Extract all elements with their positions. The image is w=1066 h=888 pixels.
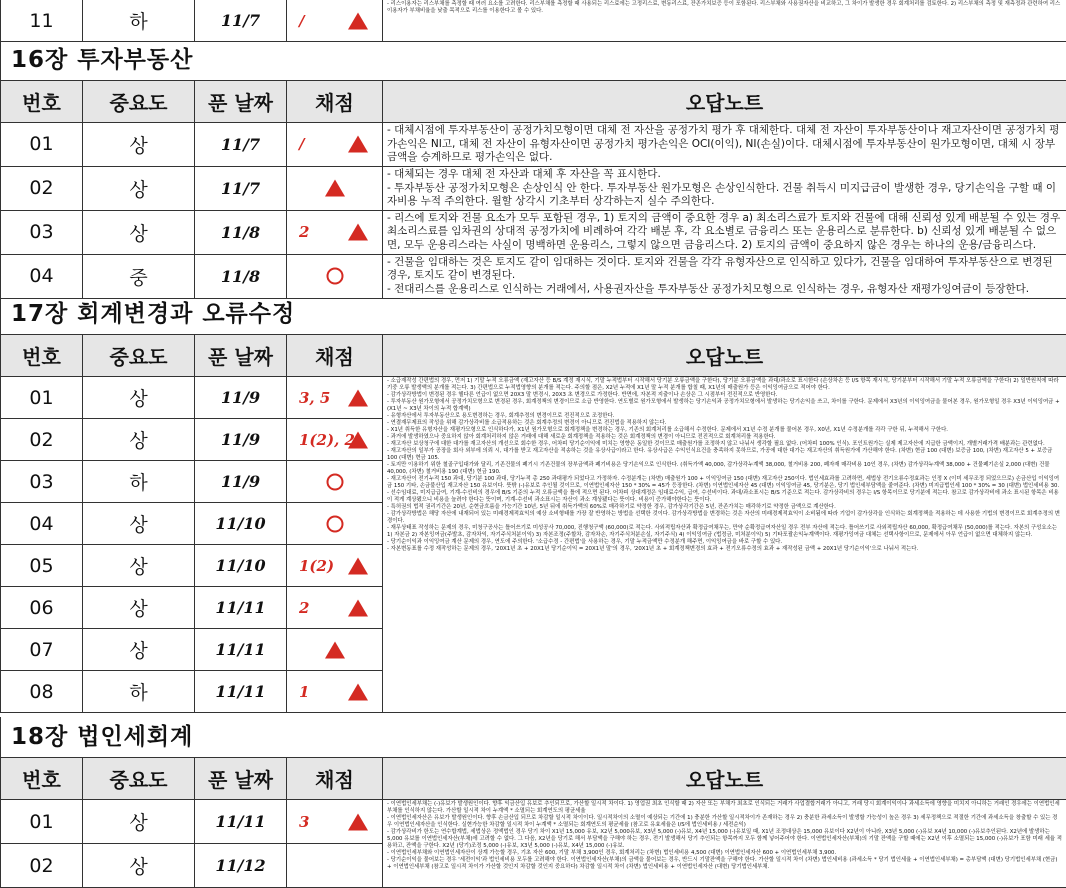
solved-date-cell: 11/8: [195, 254, 287, 298]
wrong-answer-note: - 건물을 임대하는 것은 토지도 같이 임대하는 것이다. 토지와 건물을 각각 유형자산으로 인식하고 있다가, 건물을 임대하여 투자부동산으로 변경된 경우, 토지도 같이 변경된다. - 전대리스를 운용리스로 인식하는 거래에서, 사용권자산을 투자부동산 공정가치모형으로 인식하는 경우, 유형자산 재평가잉여금이 등장한다.: [383, 254, 1066, 298]
row-number: 08: [1, 671, 83, 713]
row-number: 04: [1, 503, 83, 545]
row-number: 02: [1, 419, 83, 461]
importance-cell: 상: [83, 210, 195, 254]
solved-date-cell: 11/11: [195, 587, 287, 629]
score-mark: 3, 5: [299, 389, 330, 407]
score-mark: 2: [299, 599, 309, 617]
wrong-answer-note: - 대체되는 경우 대체 전 자산과 대체 후 자산을 꼭 표시한다. - 투자부동산 공정가치모형은 손상인식 안 한다. 투자부동산 원가모형은 손상인식한다. 건물 취득시 미지급금이 발생한 경우, 당기손익을 구할 때 이자비용 누적 주의한다. 월할 상각시 기초부터 상각하는지 실수 주의한다.: [383, 166, 1066, 210]
solved-date-cell: 11/11: [195, 671, 287, 713]
solved-date-cell: 11/7: [195, 0, 287, 42]
solved-date-cell: 11/11: [195, 629, 287, 671]
header-notes: 오답노트: [383, 335, 1066, 377]
row-number: 01: [1, 377, 83, 419]
score-cell: [287, 587, 383, 629]
importance-cell: 상: [83, 166, 195, 210]
solved-date-cell: 11/10: [195, 503, 287, 545]
wrong-answer-note: - 리스에 토지와 건물 요소가 모두 포함된 경우, 1) 토지의 금액이 중요한 경우 a) 최소리스료가 토지와 건물에 대해 신뢰성 있게 배분될 수 있는 경우 최소리스료를 임차권의 상대적 공정가치에 비례하여 각각 배분 후, 각 요소별로 금융리스 또는 운용리스로 분류한다. b) 신뢰성 있게 배분될 수 없으면, 모두 운용리스라는 사실이 명백하면 운용리스, 그렇지 않으면 금융리스다. 2) 토지의 금액이 중요하지 않은 경우는 하나의 운용/금융리스다.: [383, 210, 1066, 254]
score-cell: [287, 254, 383, 298]
importance-cell: 중: [83, 254, 195, 298]
header-number: 번호: [1, 335, 83, 377]
triangle-mark-icon: [348, 599, 368, 616]
score-cell: [287, 461, 383, 503]
score-cell: [287, 503, 383, 545]
solved-date-cell: 11/9: [195, 419, 287, 461]
header-date: 푼 날짜: [195, 758, 287, 800]
row-number: 11: [1, 0, 83, 42]
solved-date-cell: 11/9: [195, 377, 287, 419]
header-importance: 중요도: [83, 81, 195, 123]
solved-date-cell: 11/8: [195, 210, 287, 254]
row-number: 07: [1, 629, 83, 671]
importance-cell: 상: [83, 545, 195, 587]
importance-cell: 하: [83, 461, 195, 503]
solved-date-cell: 11/10: [195, 545, 287, 587]
triangle-mark-icon: [325, 641, 345, 658]
score-cell: [287, 123, 383, 167]
importance-cell: 하: [83, 671, 195, 713]
header-date: 푼 날짜: [195, 81, 287, 123]
chapter-16-title: 16장 투자부동산: [0, 40, 1066, 80]
wrong-answer-note: - 이연법인세부채는 (-)유보가 발생원인이다. 향후 익금산입 유보로 추인되므로, 가산할 일시적 차이다. 1) 영업권 최초 인식할 때 2) 자산 또는 부채가 최초로 인식되는 거래가 사업결합거래가 아니고, 거래 당시 회계이익이나 과세소득에 영향을 미치지 아니하는 거래인 경우에는 이연법인세부채를 인식하지 않는다. 가산할 일시적 차이 누계액 * 소멸되는 회계연도의 평균세율 - 이연법인세자산은 유보가 발생원인이다. 향후 손금산입 되므로 차감할 일시적 차이이다. 일시적차이의 소멸이 예상되는 기간에 1) 충분한 가산할 일시적차이가 존재하는 경우 2) 충분한 과세소득이 발생할 가능성이 높은 경우 3) 세무정책으로 적절한 기간에 과세소득을 창출할 수 있는 경우 이연법인세자산을 인식한다. 실현가능한 차감할 일시적 차이 누계액 * 소멸되는 회계연도의 평균세율 (참고로 유효세율은 I/S에 법인세비용 / 세전순익) - 감가상각비가 한도는 연수합계법, 세법상은 정액법인 경우 당기 차이 X1년 15,000 유보, X2년 5,000유보, X3년 5,000 (-)유보, X4년 15,000 (-)유보일 때, X1년 조정대상은 15,000 유보이다 X2년이 아니라, X3년 5,000 (-)유보 X4년 10,000 (-)유보추인된다. X2년에 발생하는 5,000 유보를 이연법인세자산(부채)에 고려할 수 없다. 그 다음, X2년을 당기로 해서 부담액을 구해야 하는 경우, 전기 발생해서 당기 추인되는 항목까지 모두 함께 넣어주어야 한다. 이연법인세자산(부채)의 기말 잔액을 구할 때에는 X2년 이후 소멸되는 15,000 (-)유보가 포함 미래 세율 적용하고, 잔액을 구한다. X2년 (당기)조정 5,000 (-)유보, X3년 5,000 (-)유보, X4년 15,000 (-)유보. - 이연법인세부채와 이연법인세자산이 상계 가능할 경우, 기초 자산 600, 기말 부채 3,900인 경우, 회계처리는 (차변) 법인세비용 4,500 (대변) 이연법인세자산 600 + 이연법인세부채 3,900. - 당기순이익을 물어보는 경우 '세전이익'과 법인세비용 모두를 고려해야 한다. 이연법인세자산(부채)의 금액을 물어보는 경우, 반드시 기말잔액을 구해야 한다. 가산할 일시적 차이 (차변) 법인세비용 (과세소득 * 당기 법인세율 + 이연법인세부채) = 총부담액 (대변) 당기법인세부채 (현금) + 이연법인세부채 (참고로 일시적 차이가 가산할 것인지 차감할 것인지 중요하다) 차감할 일시적 차이 (차변) 법인세비용 + 이연법인세자산 (대변) 당기법인세부채.: [383, 800, 1066, 888]
row-number: 02: [1, 844, 83, 888]
row-number: 01: [1, 800, 83, 844]
triangle-mark-icon: [348, 813, 368, 830]
header-score: 채점: [287, 758, 383, 800]
header-score: 채점: [287, 335, 383, 377]
chapter-18-title: 18장 법인세회계: [0, 717, 1066, 757]
triangle-mark-icon: [348, 431, 368, 448]
table-row: [1, 123, 1066, 167]
circle-mark-icon: [326, 515, 343, 532]
importance-cell: 상: [83, 629, 195, 671]
header-number: 번호: [1, 758, 83, 800]
score-cell: [287, 629, 383, 671]
triangle-mark-icon: [348, 224, 368, 241]
solved-date-cell: 11/7: [195, 123, 287, 167]
row-number: 02: [1, 166, 83, 210]
wrong-answer-note: - 리스이용자는 리스부채를 측정할 때 여러 요소를 고려한다. 리스부채를 측정할 때 사용되는 리스료에는 고정리스료, 변동리스료, 잔존가치보증 등이 포함된다. 리스부채와 사용권자산을 비교하고, 그 차이가 발생한 경우 회계처리를 검토한다. 2) 리스부채의 측정 및 재측정과 관련하여 리스이용자가 부채비율을 낮출 목적으로 리스를 이용한다고 볼 수 있다.: [383, 0, 1066, 42]
score-mark: /: [299, 135, 304, 153]
triangle-mark-icon: [348, 557, 368, 574]
triangle-mark-icon: [348, 683, 368, 700]
row-number: 01: [1, 123, 83, 167]
header-date: 푼 날짜: [195, 335, 287, 377]
score-cell: [287, 377, 383, 419]
triangle-mark-icon: [348, 136, 368, 153]
score-cell: [287, 0, 383, 42]
triangle-mark-icon: [348, 12, 368, 29]
solved-date-cell: 11/9: [195, 461, 287, 503]
row-number: 05: [1, 545, 83, 587]
score-mark: /: [299, 12, 304, 30]
score-cell: [287, 210, 383, 254]
solved-date-cell: 11/11: [195, 800, 287, 844]
chapter-17-table: [0, 334, 1066, 713]
table-row: [1, 166, 1066, 210]
row-number: 03: [1, 461, 83, 503]
score-cell: [287, 545, 383, 587]
chapter-16-table: [0, 80, 1066, 299]
chapter-18-table: [0, 757, 1066, 888]
solved-date-cell: 11/12: [195, 844, 287, 888]
importance-cell: 상: [83, 587, 195, 629]
importance-cell: 상: [83, 844, 195, 888]
importance-cell: 상: [83, 800, 195, 844]
header-score: 채점: [287, 81, 383, 123]
table-row: [1, 210, 1066, 254]
header-notes: 오답노트: [383, 758, 1066, 800]
circle-mark-icon: [326, 268, 343, 285]
score-mark: 1(2), 2: [299, 431, 355, 449]
score-cell: [287, 419, 383, 461]
circle-mark-icon: [326, 473, 343, 490]
score-cell: [287, 800, 383, 844]
importance-cell: 하: [83, 0, 195, 42]
chapter-17-title: 17장 회계변경과 오류수정: [0, 294, 1066, 334]
score-mark: 1(2): [299, 557, 334, 575]
row-number: 06: [1, 587, 83, 629]
score-mark: 1: [299, 683, 309, 701]
importance-cell: 상: [83, 123, 195, 167]
solved-date-cell: 11/7: [195, 166, 287, 210]
table-header-row: [1, 758, 1066, 800]
score-cell: [287, 671, 383, 713]
table-row: [1, 800, 1066, 844]
triangle-mark-icon: [348, 389, 368, 406]
score-cell: [287, 166, 383, 210]
wrong-answer-note: - 소급재작성 간편법의 경우, 먼저 1) 기말 누적 오류금액 (재고자산 등 B/S 계정 재시식, 기말 누적법부터 시작해서 당기분 오류금액을 구한다), 당기분 오류금액을 과대/과소로 표시한다 (손상차손 등 I/S 항목 재시식, 당기분부터 시작해서 기말 누적 오류금액을 구한다) 2) 일반원칙에 따라 기중 오류 발생액의 분개를 적는다. 3) 간편법으로 누적법영향의 분개를 적는다. 주의할 점은, X2년 누적에 X1년 말 누적 분개를 합칠 때, X1년의 매출원가 등은 이익잉여금으로 적어야 한다. - 감가상각방법이 변경된 경우 헬다른 언급이 없으면 20X3 말 변경시, 20X3 초 변경으로 가정한다. 반면에, 자본적 지출이나 손상은 그 시점부터 전진적으로 반영한다. - 투자부동산 원가모형에서 공정가치모형으로 변경된 경우, 회계정책의 변경이므로 소급 반영한다. 연도별로 원가모형에서 발생하는 당기손익과 공정가치모형에서 발생하는 당기손익을 쓰고, 차이를 구한다. 문제에서 X3년의 이익잉여금을 물어본 경우, 원가모형일 경우 X3년 이익잉여금 + (X1년 ~ X3년 차이의 누적 합계액) - 유형자산에서 투자부동산으로 용도변경하는 경우, 회계추정의 변경이므로 전진적으로 조정한다. - 연결재무제표의 작성을 위해 감가상각비를 소급적용하는 것은 회계추정의 변경이 아니므로 전진법을 적용하지 않는다. - X1년 취득한 유형자산을 재평가모형으로 인식하다가, X1년 원가모형으로 회계정책을 변경하는 경우, 기존의 회계처리를 소급해서 수정한다. 문제에서 X1년 수정 분개를 물어본 경우, X0년, X1년 수정분개를 각각 구한 뒤, 누적해서 구한다. - 과거에 발생하였으나 중요하지 않아 회계처리하지 않은 거래에 대해 새로운 회계정책을 적용하는 것은 회계정책의 변경이 아니므로 전진적으로 회계처리를 적용한다. - 재고자산 보상청구에 대한 대가를 재고자산의 개선으로 회수한 경우, 어차피 당기순이익에 미치는 영향은 동일한 것이므로 매출원가를 조정하지 않고 나눠서 생각할 필요 없다. (어차피 100% 인식). 포인트원가는 실제 제고자산에 지급한 금액이지, 개별거래가격 배분과는 관련없다. - 재고자산의 일부가 공장을 회사 외부에 의뢰 시, 대가를 받고 재고자산을 적송하는 것을 유상사급이라고 한다. 유상사급은 수익인식요건을 충족하지 못하므로, 가공에 대한 대가는 재고자산의 취득원가에 가산해야 한다. (차변) 현금 100 (대변) 보증금 100, (차변) 재고자산 5 + 보증금 100 (대변) 현금 105. - 토지만 이용하기 위한 철골구입대가와 달리, 기존건물의 폐기시 기존건물의 장부금액과 폐기비용은 당기손익으로 인식한다. (취득가액 40,000, 감가상각누계액 38,000, 철거비용 200, 폐자재 매각비용 10인 경우, (차변) 감가상각누계액 38,000 + 건물폐기손실 2,000 (대변) 건물 40,000, (차변) 철거비용 190 (대변) 현금 190. - 재고자산이 전기누적 150 과대, 당기분 100 과대, 당기누적 총 250 과대평가 되었다고 가정하자. 수정분개는 (차변) 매출원가 100 + 이익잉여금 150 (대변) 재고자산 250이다. 법인세효과를 고려하면, 세법상 전기오류수정효과는 인정 X (이미 세무조정 되었으므로) 손금산입 이익잉여금 150 기타, 손금불산입 재고자산 150 유보이다. 뜻밖 (-)유보로 추인될 것이므로, 이연법인세자산 150 * 30% = 45가 등장한다. (차변) 이연법인세자산 45 (대변) 이익잉여금 45, 당기분은, 당기 법인세부담액을 줄여준다. (차변) 미지급법인세 100 * 30% = 30 (대변) 법인세비용 30. - 선수임대료, 미지급급여, 기계-수선비의 경우에 B/S 기준의 누적 오류금액을 틀에 적으면 된다. 어차피 상대계정은 임대료수익, 급여, 수선비이다. 과대/과소표시는 B/S 기준으로 적는다. 감가상각비의 경우는 I/S 항목이므로 당기분에 적는다. 참고로 감가상각비에 과소 표시된 항목은 비용이 적게 계상됐으니 비용을 늘려야 한다는 뜻이며, 기계-수선비 과소표시는 자산이 과소 계상됐다는 뜻이다. 비용이 증가해야한다는 뜻이다. - 특허권의 법적 권리기간은 20년, 순현금흐름을 가능기간 10년, 5년 뒤에 취득가액의 60%로 매각하기로 약정한 경우, 감가상각기간은 5년, 잔존가치는 매각하기로 약정한 금액으로 계산한다. - 감가상각방법은 해당 자산에 내재되어 있는 미래경제적효익의 예상 소비형태를 가장 잘 반영하는 방법을 선택한 것이다. 감가상각방법을 변경하는 것은 자산의 미래경제적효익이 소비됨에 따라 기업이 감가상각을 인식하는 회계정책을 적용하는 데 사용한 기법의 변경이므로 회계추정의 변경이다. - 재무상태표 작성하는 문제의 경우, 미청구공사는 틀어쓰기로 미성공사 70,000, 진행청구액 (60,000)로 적는다. 사외적립자산과 확정급여채무는, 만약 순확정급여자산일 경우 전부 자산에 적는다. 틀어쓰기로 사외적립자산 60,000, 확정급여채무 (50,000)를 적는다. 자본의 구성요소는 1) 자본금 2) 자본잉여금(주발초, 감자차익, 자기주식처분이익) 3) 자본조정(주할차, 감자차손, 자기주식처분손실, 자기주식) 4) 이익잉여금 (법정금, 미처분이익) 5) 기타포괄손익누계액이다. 재평가잉여금 대체는 선택사항이므로, 문제에서 아무 언급이 없으면 대체하지 않는다. - 당기순이익과 이익잉여금 계산 문제의 경우, 연도에 주의한다. '소급수정 - 간편법'을 사용하는 경우, 기말 누적금액만 수정분개 해주면, 이익잉여금을 바로 구할 수 있다. - 자본변동표를 수정 재작성하는 문제의 경우, '20X1년 초 + 20X1년 당기순이익 = 20X1년 말'의 경우, '20X1년 초 + 회계정책변경의 효과 + 전기오류수정의 효과 + 재작성된 금액 + 20X1년 당기순이익'으로 나눠서 적는다.: [383, 377, 1066, 713]
table-header-row: [1, 335, 1066, 377]
table-row: [1, 377, 1066, 419]
table-row: [1, 0, 1066, 42]
previous-chapter-last-row: [0, 0, 1066, 42]
importance-cell: 상: [83, 419, 195, 461]
score-mark: 2: [299, 223, 309, 241]
score-mark: 3: [299, 813, 309, 831]
table-header-row: [1, 81, 1066, 123]
header-number: 번호: [1, 81, 83, 123]
header-notes: 오답노트: [383, 81, 1066, 123]
header-importance: 중요도: [83, 758, 195, 800]
triangle-mark-icon: [325, 180, 345, 197]
wrong-answer-note: - 대체시점에 투자부동산이 공정가치모형이면 대체 전 자산을 공정가치 평가 후 대체한다. 대체 전 자산이 투자부동산이나 재고자산이면 공정가치 평가손익은 NI고, 대체 전 자산이 유형자산이면 공정가치 평가손익은 OCI(이익), NI(손실)이다. 대체시점에 투자부동산이 원가모형이면, 대체 시 장부금액을 승계하므로 평가손익은 없다.: [383, 123, 1066, 167]
row-number: 03: [1, 210, 83, 254]
score-cell: [287, 844, 383, 888]
importance-cell: 상: [83, 503, 195, 545]
importance-cell: 상: [83, 377, 195, 419]
table-row: [1, 254, 1066, 298]
header-importance: 중요도: [83, 335, 195, 377]
row-number: 04: [1, 254, 83, 298]
